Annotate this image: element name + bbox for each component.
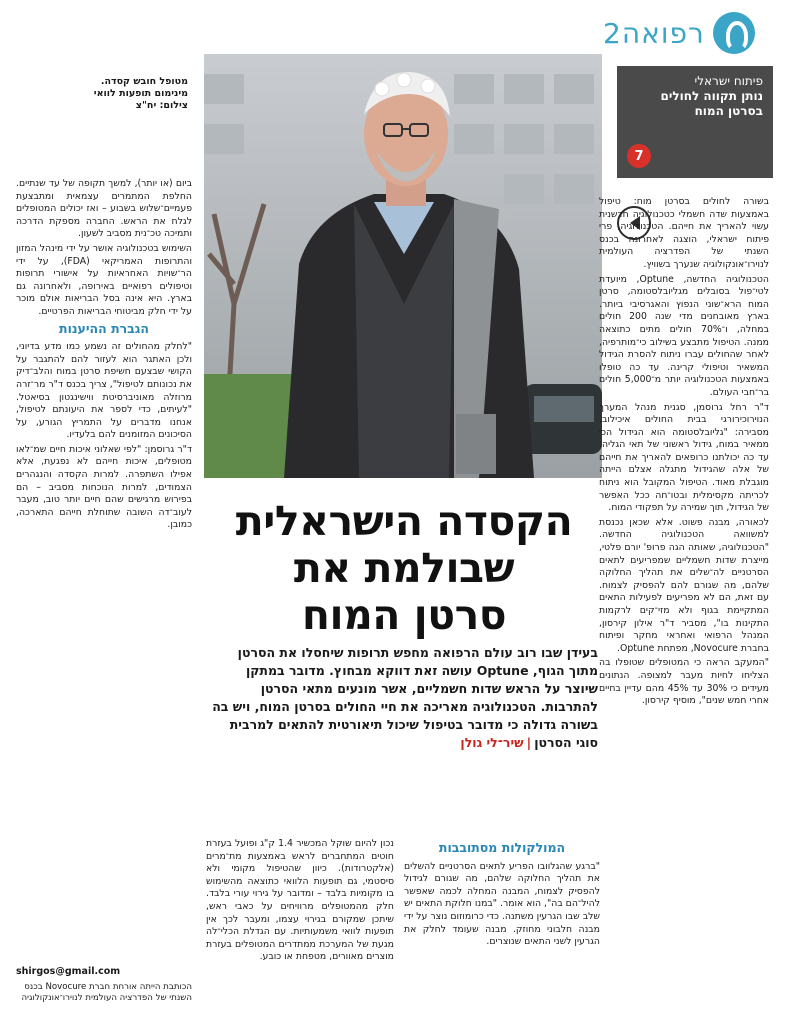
caption-line: צילום: יח"צ [135,100,188,111]
caption-line: מינימום תופעות לוואי [93,88,188,99]
article-column-right [599,196,769,1016]
caption-line: מטופל חובש קסדה. [100,76,188,87]
section-masthead [603,10,773,56]
paragraph: ד"ר רחל גרוסמן, סגנית מנהל המערך הנוירוכירורגי בבית החולים איכילוב, מסבירה: "גליובלסטומה הוא הגידול הכי ממאיר במוח, גידול ראשוני של תאי הגליה. עד כה יכולתנו כרופאים להאריך את חייהם של אלה שהגידול מתגלה אצלם הייתה מוגבלת מאוד. הטיפול המקובל הוא ניתוח לכריתה מקסימלית ובטו־חה ככל האפשר של הגידול, תוך שמירה על תפקודי המוח. [599,401,769,514]
author-email[interactable]: shirgos@gmail.com [16,966,121,977]
page-number-badge: 7 [627,144,651,168]
photo-caption [18,76,188,112]
paragraph: ד"ר גרוסמן: "לפי שאלוני איכות חיים שמ־לאו מטופלים, איכות חייהם לא נפגעת, אלא אפילו השתפרה. למרות הקסדה והנגהרים הצמודים, למרות הנוכחות מסביב – הם בפירוש מרגישים שהם חיים יותר טוב, מעבר לעוב־דה השובה שתוחלת חייהם התארכה, כמובן. [16,443,192,531]
lede-text: בעידן שבו רוב עולם הרפואה מחפש תרופות שיחסלו את הסרטן מתוך הגוף, Optune עושה זאת דווקא מבחוץ. מדובר במתקן שיוצר על הראש שדות חשמליים, אשר מונעים מתאי הסרטן להתרבות. הטכנולוגיה מאריכה את חיי החולים בסרטן המוח, ויש בה בשורה גדולה כי מדובר בטיפול שיכול תיאורטית להתאים למרבית סוגי הסרטן [212,645,598,750]
paragraph: השימוש בטכנולוגיה אושר על ידי מינהל המזון והתרופות האמריקאי (FDA), על ידי הר־שויות האחראיות על אישורי תרופות וטיפולים רפואיים באירופה, ולאחרונה גם בארץ. היא אינה בסל הבריאות אולם מוכר על ידי חלק מביטוחי הבריאות הפרטיים. [16,242,192,317]
headline-line: הקסדה הישראלית [235,497,573,545]
byline: שיר־לי גולן [460,735,524,750]
author-note: הכותבת הייתה אורחת חברת Novocure בכנס השנתי של הפדרציה העולמית לנוירו־אונקולוגיה [21,982,192,1003]
paragraph: ביום (או יותר), למשך תקופה של עד שנתיים. החלפת המתמרים עצמאית ומתבצעת פעמיים־שלוש בשבוע – ואז יכולים המטופלים לגלח את הראש. החברה מספקת הדרכה ותמיכה טכ־נית מסביב לשעון. [16,178,192,240]
paragraph: "המעקב הראה כי המטופלים שטופלו בה הצליחו לחיות מעבר למצופה. הנתונים מעידים כי 30% עד 45% מהם עדיין בחיים אחרי חמש שנים", מוסיף קירסון. [599,657,769,707]
paragraph: נכון להיום שוקל המכשיר 1.4 ק"ג ופועל בעזרת חוטים המתחברים לראש באמצעות מת־מרים (אלקטרודות). כיוון שהטיפול מקומי ולא סיסטמי, גם תופעות הלוואי כתוצאה מהשימוש בו מקומיות בלבד – ומדובר על גירוי עורי בלבד. חלק מהמטופלים מרוויחים על כאבי ראש, שיתכן שמקורם בגירוי עצמו, ומעבר לכך אין תופעות לוואי משמעותיות. עם הגדלת הכלי־לה מגעת של המערכת ממתדרים המטופלים בעזרת מוצרים מאוורים, מטפחת או כובע. [206,838,394,963]
promo-line: נותן תקווה לחולים [660,89,763,103]
article-column-left [16,178,192,962]
article-column-bottom-left [206,838,394,1020]
patient-with-helmet-photo [204,54,602,478]
headline-line: סרטן המוח [301,591,507,639]
section-name: רפואה2 [603,16,705,50]
photo-illustration [204,54,602,478]
paragraph: בשורה לחולים בסרטן מוח: טיפול באמצעות שדה חשמלי כטכנולוגיה חדשנית עשוי להאריך את חייהם. הטכנולוגיה, פרי פיתוח ישראלי, הוצגה לאחרונה בכנס השנתי של הפדרציה העולמית לנוירו־אונקולוגיה שנערך בשוויץ. [599,196,769,270]
paragraph: "לחלק מהחולים זה נשמע כמו מדע בדיוני, ולכן האתגר הוא לעזור להם להתגבר על הקושי שבצעם חשיפת סרטן במוח והלב־דיק את נכונותם לטיפול", צריך בכנס ד"ר מר־זרה מרוזלה מאוניברסיטת ווישינגטון בסיאטל. "לעיתים, כדי לספר את היעונתם לטיפול, אנחנו מדברים על התמריץ הגורע, על הסיכונים המזומנים להם בלעדיו. [16,341,192,441]
headline-line: שבולמת את [293,544,515,592]
promo-line: בסרטן המוח [694,104,763,118]
aesculapius-logo-icon [713,12,755,54]
paragraph: "ברגע שהגלוובו הפריע לתאים הסרטניים להשלים את תהליך החלוקה שלהם, מה שגורם לגידול להפסיק לצמוח, המבנה המחלה לכמה שאפשר להיל־הם בה", הוא אומר. "במנו חלוקת התאים יש שלב שבו הגרעין משתנה. כדי כרומוזום נוצר על ידי מבנה חלבוני מחוזק. מבנה שעומד לחלק את הגרעין לשני התאים שנוצרים. [404,860,600,948]
promo-box[interactable] [617,66,773,178]
promo-line: פיתוח ישראלי [694,74,763,88]
paragraph: הטכנולוגיה החדשה, Optune, מיועדת לטי־פול בסובלים מגליובלסטומה, סרטן המוח הרא־שוני הנפוץ והאגרסיבי ביותר. בארץ מאובחנים מדי שנה 200 חולים במחלה, ו־70% חולים מתים כתוצאה ממנה. הטיפול מתבצע בשילוב כי־מותרפיה, לאחר שהחולים עברו ניתוח להסרת הגידול המשאיר וטיפולי קרינה. עד כה טופלו באמצעות הטכנולוגיה יותר מ־5,000 חולים בר־חבי העולם. [599,273,769,398]
article-column-bottom-right [404,838,600,1020]
article-lede: בעידן שבו רוב עולם הרפואה מחפש תרופות שיחסלו את הסרטן מתוך הגוף, Optune עושה זאת דווקא מבחוץ. מדובר במתקן שיוצר על הראש שדות חשמליים, אשר מונעים מתאי הסרטן להתרבות. הטכנולוגיה מאריכה את חיי החולים בסרטן המוח, ויש בה בשורה גדולה כי מדובר בטיפול שיכול תיאורטית להתאים למרבית סוגי הסרטן|שיר־לי גולן [212,645,598,750]
article-headline [210,498,598,639]
paragraph: לכאורה, מבנה פשוט. אלא שכאן נכנסת למשוואה הטכנולוגיה החדשה. "הטכנולוגיה, שאותה הגה פרופ' יורם פלטי, מייצרת שדות חשמליים שמפריעים לתאים הסרטניים לה־שלים את תהליך החלוקה שלהם, מה שגורם להם להפסיק לצמוח. עם זאת, הם לא מפריעים לפעילות התאים המתקיימת בגוף ולא מזי־קים לרקמות התקינות בו", מסביר ד"ר אילון קירסון, המנהל הרפואי ואחראי מחקר ופיתוח בחברת Novocure, מפתחת Optune. [599,516,769,654]
section-subhead: הגברת ההיענות [59,320,149,336]
section-subhead: המולקולות מסתובבות [438,840,566,855]
